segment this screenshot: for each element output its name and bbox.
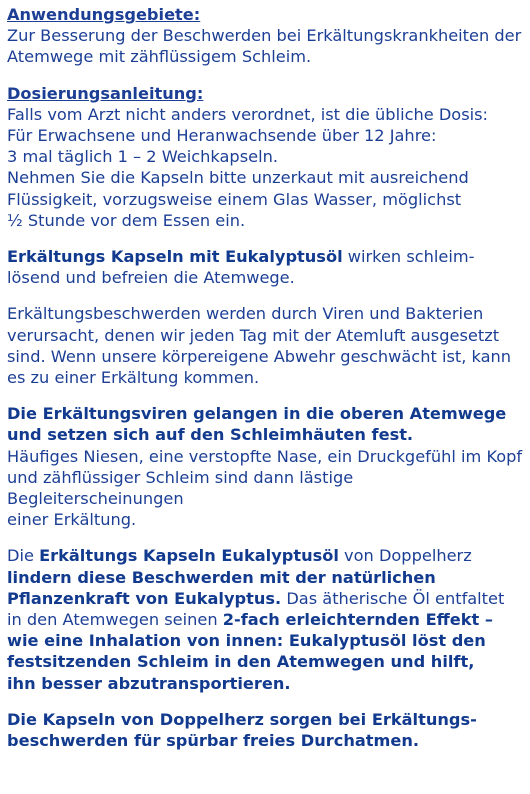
text-line: und zähflüssiger Schleim sind dann lästige Begleiterscheinungen (7, 467, 354, 509)
bold-fragment: Pflanzenkraft von Eukalyptus. (7, 588, 282, 608)
text-fragment: in den Atemwegen seinen (7, 610, 223, 630)
text-line: es zu einer Erkältung kommen. (7, 368, 260, 388)
bold-line: beschwerden für spürbar freies Durchatmen. (7, 731, 420, 751)
text-fragment: wirken schleim- (342, 247, 475, 267)
text-line (7, 246, 524, 267)
bold-line: festsitzenden Schleim in den Atemwegen und hilft, (7, 652, 475, 672)
paragraph-conclusion (7, 709, 524, 751)
text-line: 3 mal täglich 1 – 2 Weichkapseln. (7, 147, 278, 167)
bold-line: Die Kapseln von Doppelherz sorgen bei Erkältungs- (7, 709, 477, 729)
section-heading: Anwendungsgebiete: (7, 5, 201, 24)
text-line: Erkältungsbeschwerden werden durch Viren und Bakterien (7, 304, 484, 324)
bold-line: und setzen sich auf den Schleimhäuten fest. (7, 425, 414, 445)
text-line: Nehmen Sie die Kapseln bitte unzerkaut mit ausreichend (7, 168, 469, 188)
section-anwendungsgebiete (7, 4, 524, 68)
paragraph-viruses (7, 403, 524, 530)
bold-line: Die Erkältungsviren gelangen in die oberen Atemwege (7, 404, 507, 424)
text-line (7, 545, 524, 566)
paragraph-eucalyptus (7, 545, 524, 693)
text-line: verursacht, denen wir jeden Tag mit der Atemluft ausgesetzt (7, 325, 500, 345)
text-line: Zur Besserung der Beschwerden bei Erkältungskrankheiten der (7, 26, 522, 46)
bold-fragment: 2-fach erleichternden Effekt – (222, 610, 493, 630)
text-line: sind. Wenn unsere körpereigene Abwehr geschwächt ist, kann (7, 346, 512, 366)
bold-line: ihn besser abzutransportieren. (7, 673, 291, 693)
text-line: Atemwege mit zähflüssigem Schleim. (7, 47, 312, 67)
product-name: Erkältungs Kapseln Eukalyptusöl (39, 546, 339, 566)
text-line: Falls vom Arzt nicht anders verordnet, ist die übliche Dosis: (7, 104, 489, 124)
section-heading: Dosierungsanleitung: (7, 83, 204, 103)
paragraph-causes (7, 303, 524, 388)
bold-line: wie eine Inhalation von innen: Eukalyptusöl löst den (7, 631, 486, 651)
text-fragment: Die (7, 546, 40, 566)
text-line (7, 588, 524, 609)
text-fragment: Das ätherische Öl entfaltet (281, 588, 505, 608)
text-line: lösend und befreien die Atemwege. (7, 268, 295, 288)
paragraph-product-effect (7, 246, 524, 288)
text-line: Flüssigkeit, vorzugsweise einem Glas Wasser, möglichst (7, 189, 462, 209)
text-fragment: von Doppelherz (338, 546, 472, 566)
text-line: Häufiges Niesen, eine verstopfte Nase, ein Druckgefühl im Kopf (7, 446, 523, 466)
text-line (7, 609, 524, 630)
bold-line: lindern diese Beschwerden mit der natürlichen (7, 567, 436, 587)
text-line: ½ Stunde vor dem Essen ein. (7, 210, 246, 230)
product-name: Erkältungs Kapseln mit Eukalyptusöl (7, 247, 343, 267)
text-line: Für Erwachsene und Heranwachsende über 12 Jahre: (7, 126, 437, 146)
text-line: einer Erkältung. (7, 510, 137, 530)
section-dosierungsanleitung (7, 83, 524, 231)
